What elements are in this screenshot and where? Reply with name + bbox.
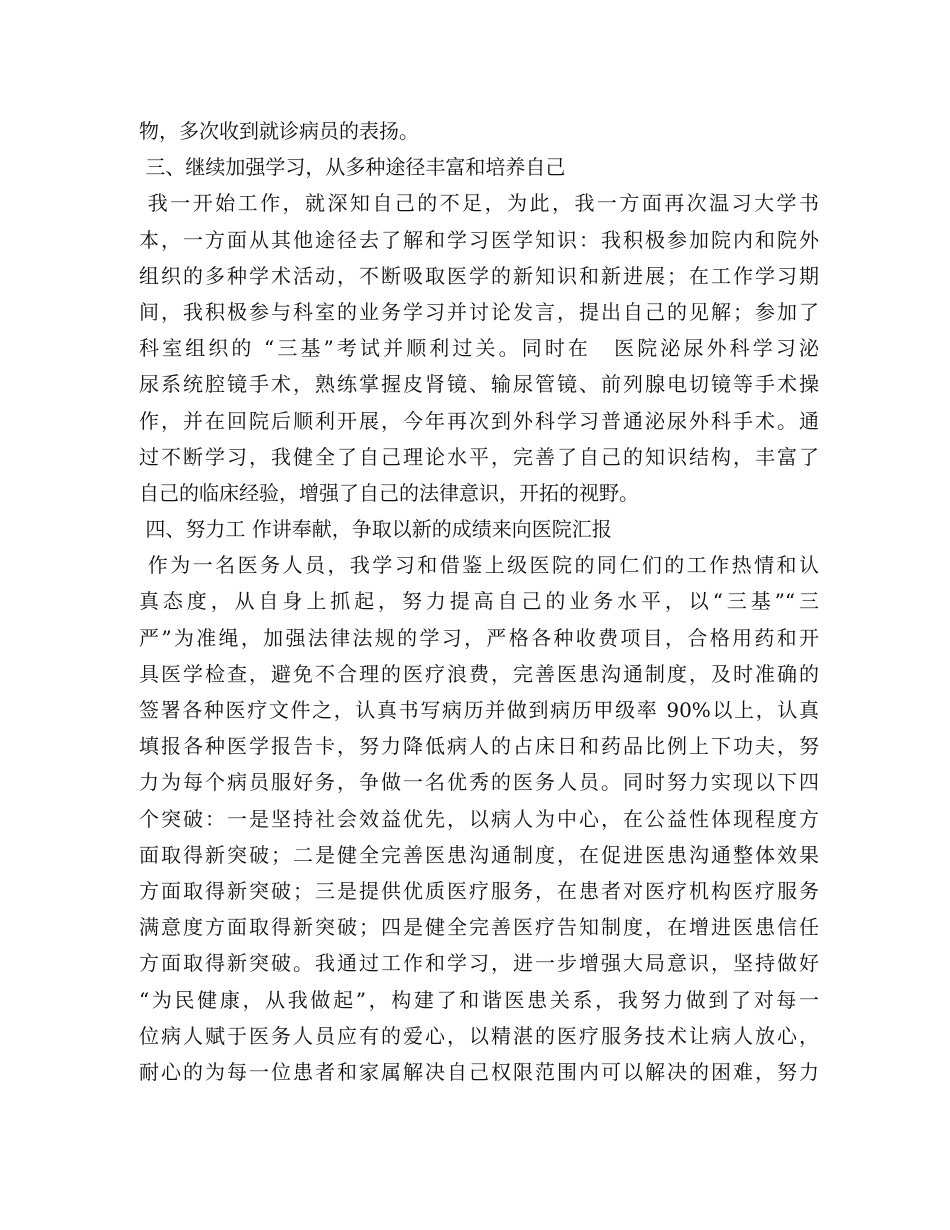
text-line: “为民健康，从我做起”，构建了和谐医患关系，我努力做到了对每一 bbox=[139, 987, 819, 1012]
text-line: 真态度，从自身上抓起，努力提高自己的业务水平，以“三基”“三 bbox=[139, 589, 819, 614]
text-line: 过不断学习，我健全了自己理论水平，完善了自己的知识结构，丰富了 bbox=[139, 444, 819, 469]
text-line: 方面取得新突破；三是提供优质医疗服务，在患者对医疗机构医疗服务 bbox=[139, 878, 819, 903]
text-line: 耐心的为每一位患者和家属解决自己权限范围内可以解决的困难，努力 bbox=[139, 1059, 819, 1084]
section-heading: 三、继续加强学习，从多种途径丰富和培养自己 bbox=[139, 155, 566, 180]
text-line: 个突破：一是坚持社会效益优先，以病人为中心，在公益性体现程度方 bbox=[139, 806, 819, 831]
text-line: 面取得新突破；二是健全完善医患沟通制度，在促进医患沟通整体效果 bbox=[139, 842, 819, 867]
text-line: 位病人赋于医务人员应有的爱心，以精湛的医疗服务技术让病人放心， bbox=[139, 1023, 819, 1048]
text-line: 填报各种医学报告卡，努力降低病人的占床日和药品比例上下功夫，努 bbox=[139, 734, 819, 759]
document-body bbox=[139, 113, 819, 1090]
text-line: 作为一名医务人员，我学习和借鉴上级医院的同仁们的工作热情和认 bbox=[139, 553, 819, 578]
text-line: 尿系统腔镜手术，熟练掌握皮肾镜、输尿管镜、前列腺电切镜等手术操 bbox=[139, 372, 819, 397]
text-line: 本，一方面从其他途径去了解和学习医学知识：我积极参加院内和院外 bbox=[139, 227, 819, 252]
text-line: 作，并在回院后顺利开展，今年再次到外科学习普通泌尿外科手术。通 bbox=[139, 408, 819, 433]
text-line: 间，我积极参与科室的业务学习并讨论发言，提出自己的见解；参加了 bbox=[139, 299, 819, 324]
text-line: 严”为准绳，加强法律法规的学习，严格各种收费项目，合格用药和开 bbox=[139, 625, 819, 650]
text-line: 物，多次收到就诊病员的表扬。 bbox=[139, 119, 419, 143]
text-line: 我一开始工作，就深知自己的不足，为此，我一方面再次温习大学书 bbox=[139, 191, 819, 216]
text-line: 具医学检查，避免不合理的医疗浪费，完善医患沟通制度，及时准确的 bbox=[139, 661, 819, 686]
section-heading: 四、努力工 作讲奉献，争取以新的成绩来向医院汇报 bbox=[139, 517, 612, 542]
text-line: 科室组织的 “三基”考试并顺利过关。同时在 医院泌尿外科学习泌 bbox=[139, 336, 819, 361]
text-line: 方面取得新突破。我通过工作和学习，进一步增强大局意识，坚持做好 bbox=[139, 951, 819, 976]
text-line: 满意度方面取得新突破；四是健全完善医疗告知制度，在增进医患信任 bbox=[139, 915, 819, 940]
text-line: 签署各种医疗文件之，认真书写病历并做到病历甲级率 90%以上，认真 bbox=[139, 698, 819, 722]
text-line: 自己的临床经验，增强了自己的法律意识，开拓的视野。 bbox=[139, 480, 639, 505]
text-line: 组织的多种学术活动，不断吸取医学的新知识和新进展；在工作学习期 bbox=[139, 263, 819, 288]
text-line: 力为每个病员服好务，争做一名优秀的医务人员。同时努力实现以下四 bbox=[139, 770, 819, 795]
